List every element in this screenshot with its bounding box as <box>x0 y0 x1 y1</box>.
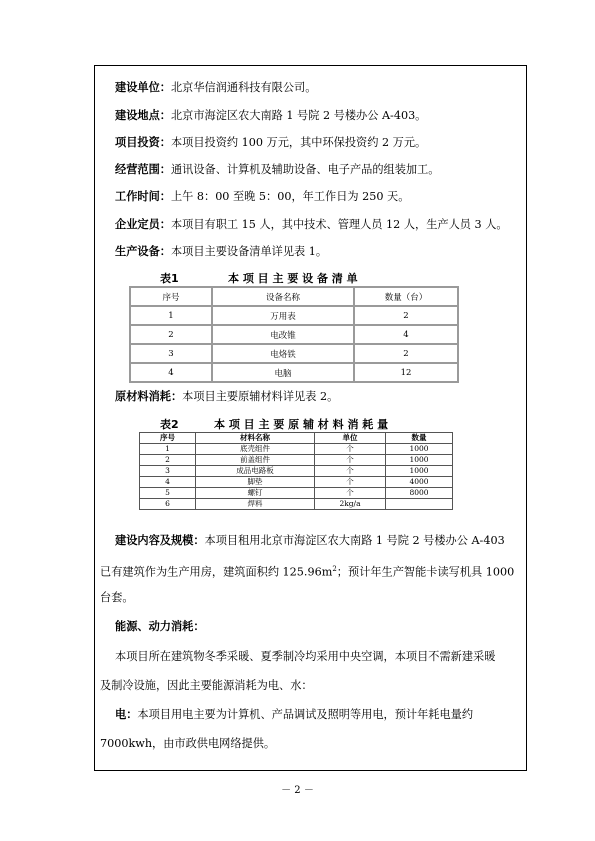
table-cell: 电改锥 <box>212 325 354 344</box>
table-cell: 脚垫 <box>196 477 315 488</box>
table-cell: 电烙铁 <box>212 344 354 363</box>
header-cell: 单位 <box>315 433 386 444</box>
table-cell <box>386 499 453 510</box>
header-cell: 数量 <box>386 433 453 444</box>
electricity-line1: 电：本项目用电主要为计算机、产品调试及照明等用电，预计年耗电量约 <box>115 708 474 721</box>
table-cell: 2 <box>140 455 196 466</box>
business-scope: 经营范围：通讯设备、计算机及辅助设备、电子产品的组装加工。 <box>115 163 440 176</box>
equipment-table <box>129 286 459 383</box>
table-cell: 焊料 <box>196 499 315 510</box>
table-cell: 1 <box>130 306 212 325</box>
table2-caption-title: 本 项 目 主 要 原 辅 材 料 消 耗 量 <box>214 418 389 431</box>
table-cell: 螺钉 <box>196 488 315 499</box>
table-cell: 前盖组件 <box>196 455 315 466</box>
table-row <box>130 306 458 325</box>
table-row <box>140 444 453 455</box>
header-cell: 材料名称 <box>196 433 315 444</box>
table-cell: 3 <box>140 466 196 477</box>
construction-location: 建设地点：北京市海淀区农大南路 1 号院 2 号楼办公 A-403。 <box>115 109 427 122</box>
header-cell: 设备名称 <box>212 287 354 306</box>
table-cell: 个 <box>315 455 386 466</box>
table-cell: 4 <box>130 363 212 382</box>
table1-caption-title: 本 项 目 主 要 设 备 清 单 <box>228 272 358 285</box>
table-cell: 4 <box>354 325 458 344</box>
energy-paragraph-line2: 及制冷设施，因此主要能源消耗为电、水： <box>100 679 313 692</box>
table-cell: 2 <box>354 306 458 325</box>
table-cell: 6 <box>140 499 196 510</box>
header-cell: 数量（台） <box>354 287 458 306</box>
table2-caption-number: 表2 <box>160 418 179 431</box>
production-equipment: 生产设备：本项目主要设备清单详见表 1。 <box>115 245 328 258</box>
table-cell: 个 <box>315 444 386 455</box>
table-cell: 1000 <box>386 466 453 477</box>
table-header-row <box>140 433 453 444</box>
electricity-line2: 7000kwh，由市政供电网络提供。 <box>100 737 276 750</box>
table1-caption-number: 表1 <box>160 272 179 285</box>
table-row <box>130 325 458 344</box>
page-number: － 2 － <box>281 785 314 796</box>
table-cell: 4 <box>140 477 196 488</box>
table-cell: 2 <box>354 344 458 363</box>
energy-paragraph-line1: 本项目所在建筑物冬季采暖、夏季制冷均采用中央空调，本项目不需新建采暖 <box>115 650 496 663</box>
working-hours: 工作时间：上午 8：00 至晚 5：00，年工作日为 250 天。 <box>115 190 410 203</box>
table-cell: 3 <box>130 344 212 363</box>
table-row <box>130 363 458 382</box>
staffing: 企业定员：本项目有职工 15 人，其中技术、管理人员 12 人，生产人员 3 人。 <box>115 218 508 231</box>
header-cell: 序号 <box>130 287 212 306</box>
project-investment: 项目投资：本项目投资约 100 万元，其中环保投资约 2 万元。 <box>115 136 427 149</box>
table-cell: 个 <box>315 488 386 499</box>
construction-content: 建设内容及规模：本项目租用北京市海淀区农大南路 1 号院 2 号楼办公 A-403 <box>115 534 505 547</box>
table-cell: 成品电路板 <box>196 466 315 477</box>
table-row <box>130 344 458 363</box>
table-row <box>140 455 453 466</box>
table-cell: 12 <box>354 363 458 382</box>
table-cell: 底壳组件 <box>196 444 315 455</box>
table-cell: 个 <box>315 477 386 488</box>
table-row <box>140 466 453 477</box>
table-cell: 1000 <box>386 455 453 466</box>
construction-content-line2: 已有建筑作为生产用房，建筑面积约 $125.96m^2$；预计年生产智能卡读写机具 1000 <box>100 565 515 579</box>
table-cell: 1 <box>140 444 196 455</box>
construction-content-line3: 台套。 <box>100 591 134 604</box>
table-cell: 个 <box>315 466 386 477</box>
construction-unit: 建设单位：北京华信润通科技有限公司。 <box>115 81 317 94</box>
table-row <box>140 477 453 488</box>
header-cell: 序号 <box>140 433 196 444</box>
table-cell: 1000 <box>386 444 453 455</box>
energy-heading: 能源、动力消耗： <box>115 620 205 633</box>
materials-table <box>139 432 453 510</box>
table-row <box>140 488 453 499</box>
table-cell: 5 <box>140 488 196 499</box>
table-header-row <box>130 287 458 306</box>
raw-material-consumption: 原材料消耗：本项目主要原辅材料详见表 2。 <box>115 390 339 403</box>
table-cell: 万用表 <box>212 306 354 325</box>
table-cell: 4000 <box>386 477 453 488</box>
table-cell: 2 <box>130 325 212 344</box>
table-cell: 电脑 <box>212 363 354 382</box>
table-cell: 2kg/a <box>315 499 386 510</box>
table-row <box>140 499 453 510</box>
table-cell: 8000 <box>386 488 453 499</box>
